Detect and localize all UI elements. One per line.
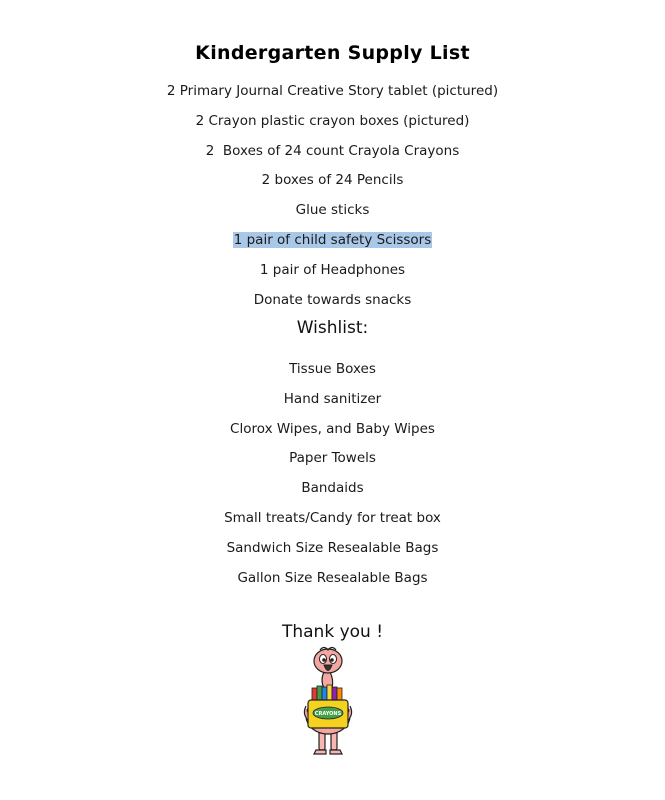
list-item-text: Glue sticks [295,202,370,219]
list-item [0,77,665,107]
flamingo-with-crayon-box-icon [290,646,366,758]
list-item [0,564,665,594]
list-item [0,534,665,564]
list-item [0,107,665,137]
list-item-text: Clorox Wipes, and Baby Wipes [230,420,435,437]
list-item [0,474,665,504]
page-title: Kindergarten Supply List [195,42,470,64]
list-item [0,196,665,226]
list-item-text: Small treats/Candy for treat box [224,509,441,526]
list-item [0,355,665,385]
list-item-text: Paper Towels [289,450,376,467]
list-item [0,385,665,415]
list-item-text: 1 pair of Headphones [259,261,406,278]
closing-text: Thank you ! [281,622,384,642]
list-item-text: Bandaids [301,480,364,497]
wishlist [0,355,665,593]
list-item [0,286,665,316]
list-item-text: Gallon Size Resealable Bags [237,569,428,586]
supply-list [0,77,665,315]
list-item-text: Hand sanitizer [283,390,382,407]
list-item [0,504,665,534]
list-item [0,166,665,196]
list-item-text: 2 Boxes of 24 count Crayola Crayons [205,142,460,159]
list-item [0,137,665,167]
wishlist-heading: Wishlist: [296,318,369,338]
list-item-text: Sandwich Size Resealable Bags [226,539,439,556]
list-item-text: Tissue Boxes [289,361,376,377]
list-item [0,226,665,256]
list-item [0,415,665,445]
list-item [0,256,665,286]
list-item-text: 2 Crayon plastic crayon boxes (pictured) [195,112,470,129]
list-item-text: 2 boxes of 24 Pencils [261,172,404,189]
list-item [0,444,665,474]
list-item-text: Donate towards snacks [253,291,412,308]
list-item-text: 2 Primary Journal Creative Story tablet (pictured) [166,83,499,99]
highlighted-list-item-text[interactable]: 1 pair of child safety Scissors [233,231,432,248]
crayon-box-label: CRAYONS [314,711,342,717]
